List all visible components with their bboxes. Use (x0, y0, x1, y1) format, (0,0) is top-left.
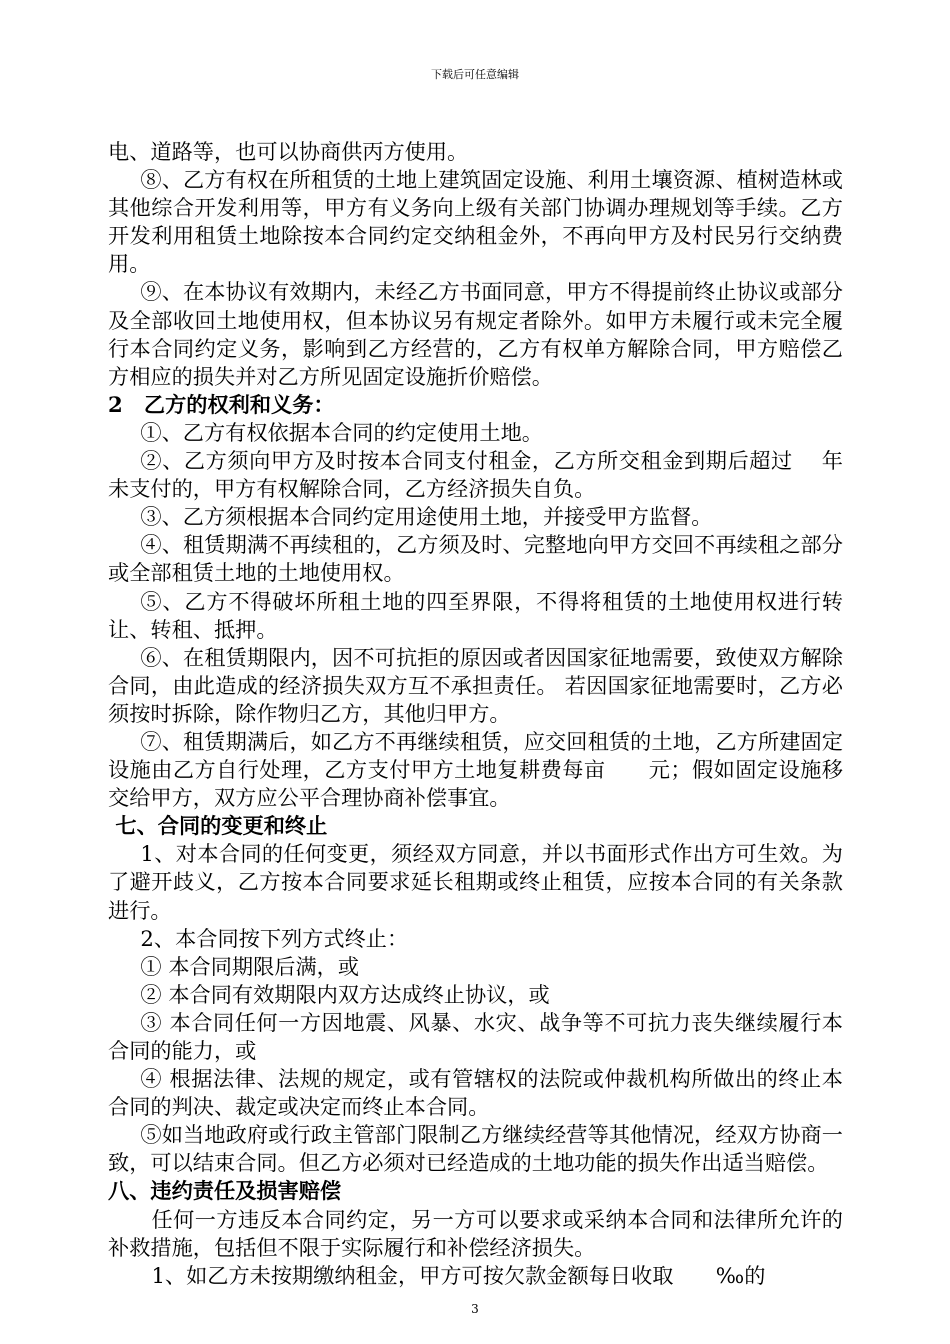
document-body (108, 138, 843, 1290)
section-heading: 2 乙方的权利和义务： (108, 391, 335, 417)
paragraph: ③ 本合同任何一方因地震、风暴、水灾、战争等不可抗力丧失继续履行本合同的能力，或 (108, 1009, 843, 1063)
paragraph: 1、如乙方未按期缴纳租金，甲方可按欠款金额每日收取 ‰的 (151, 1262, 766, 1288)
paragraph: 任何一方违反本合同约定，另一方可以要求或采纳本合同和法律所允许的补救措施，包括但不限于实际履行和补偿经济损失。 (108, 1206, 843, 1260)
paragraph: ①、乙方有权依据本合同的约定使用土地。 (140, 419, 543, 445)
paragraph: ⑧、乙方有权在所租赁的土地上建筑固定设施、利用土壤资源、植树造林或其他综合开发利用等，甲方有义务向上级有关部门协调办理规划等手续。乙方开发利用租赁土地除按本合同约定交纳租金外，不再向甲方及村民另行交纳费用。 (108, 167, 843, 277)
paragraph: ④、租赁期满不再续租的，乙方须及时、完整地向甲方交回不再续租之部分或全部租赁土地的土地使用权。 (108, 532, 843, 586)
paragraph: ⑥、在租赁期限内，因不可抗拒的原因或者因国家征地需要，致使双方解除合同，由此造成的经济损失双方互不承担责任。 若因国家征地需要时，乙方必须按时拆除，除作物归乙方，其他归甲方。 (108, 644, 843, 726)
paragraph: 1、对本合同的任何变更，须经双方同意，并以书面形式作出方可生效。为了避开歧义，乙方按本合同要求延长租期或终止租赁，应按本合同的有关条款进行。 (108, 841, 843, 923)
paragraph: ⑦、租赁期满后，如乙方不再继续租赁，应交回租赁的土地，乙方所建固定设施由乙方自行处理，乙方支付甲方土地复耕费每亩 元；假如固定设施移交给甲方，双方应公平合理协商补偿事宜。 (108, 728, 843, 811)
section-heading: 七、合同的变更和终止 (108, 813, 328, 839)
paragraph: ④ 根据法律、法规的规定，或有管辖权的法院或仲裁机构所做出的终止本合同的判决、裁定或决定而终止本合同。 (108, 1066, 843, 1120)
paragraph: 电、道路等，也可以协商供丙方使用。 (108, 139, 469, 164)
page-header: 下载后可任意编辑 (431, 68, 519, 81)
paragraph: 2、本合同按下列方式终止： (140, 925, 409, 951)
paragraph: ① 本合同期限后满，或 (140, 953, 360, 979)
section-heading: 八、违约责任及损害赔偿 (108, 1178, 342, 1204)
paragraph: ③、乙方须根据本合同约定用途使用土地，并接受甲方监督。 (140, 504, 713, 530)
paragraph: ②、乙方须向甲方及时按本合同支付租金，乙方所交租金到期后超过 年未支付的，甲方有权解除合同，乙方经济损失自负。 (108, 448, 843, 502)
paragraph: ② 本合同有效期限内双方达成终止协议，或 (140, 981, 550, 1007)
paragraph: ⑨、在本协议有效期内，未经乙方书面同意，甲方不得提前终止协议或部分及全部收回土地使用权，但本协议另有规定者除外。如甲方未履行或未完全履行本合同约定义务，影响到乙方经营的，乙方有权单方解除合同，甲方赔偿乙方相应的损失并对乙方所见固定设施折价赔偿。 (108, 279, 843, 389)
paragraph: ⑤如当地政府或行政主管部门限制乙方继续经营等其他情况，经双方协商一致，可以结束合同。但乙方必须对已经造成的土地功能的损失作出适当赔偿。 (108, 1122, 843, 1176)
page-number: 3 (471, 1302, 479, 1316)
paragraph: ⑤、乙方不得破坏所租土地的四至界限，不得将租赁的土地使用权进行转让、转租、抵押。 (108, 588, 843, 642)
